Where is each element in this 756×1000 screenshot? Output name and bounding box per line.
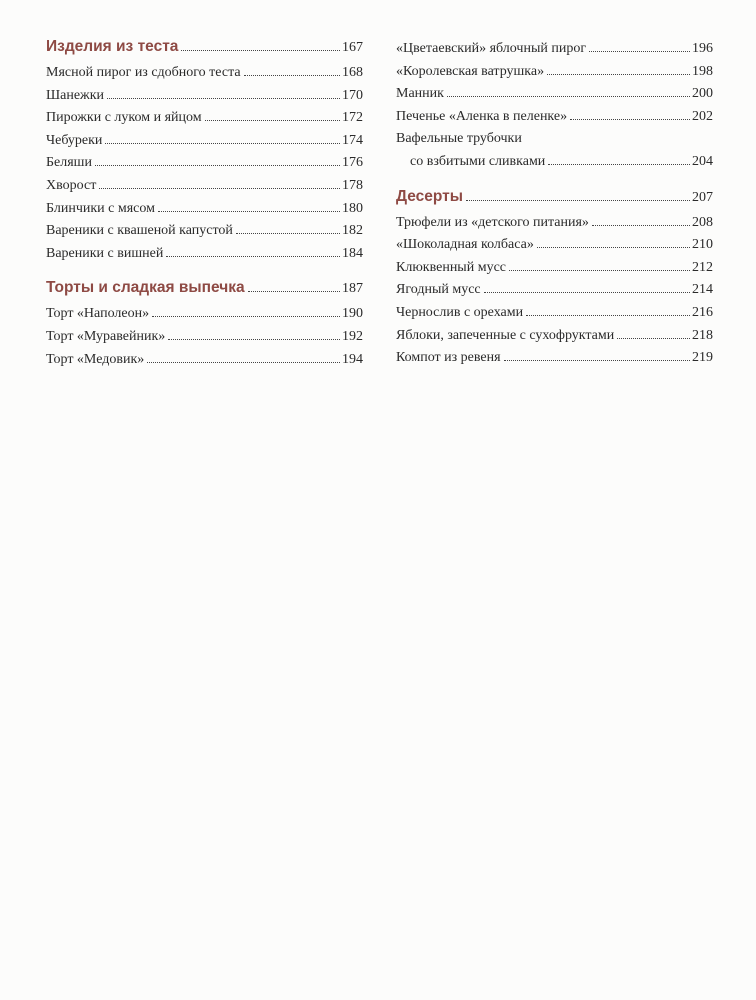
entry-label: Блинчики с мясом: [46, 200, 155, 216]
entry-label-line-1: Вафельные трубочки: [396, 131, 522, 147]
dot-leader: [617, 338, 690, 339]
entry-page-number: 182: [342, 223, 363, 239]
toc-entry[interactable]: [396, 325, 713, 348]
entry-label: Вареники с вишней: [46, 245, 164, 261]
entry-page-number: 170: [342, 87, 363, 103]
dot-leader: [570, 119, 690, 120]
entry-page-number: 219: [692, 350, 713, 366]
toc-entry[interactable]: [396, 61, 713, 84]
dot-leader: [205, 120, 340, 121]
entry-label: Яблоки, запеченные с сухофруктами: [396, 327, 615, 343]
entry-label: Мясной пирог из сдобного теста: [46, 65, 241, 80]
entry-page-number: 210: [692, 237, 713, 253]
dot-leader: [504, 360, 690, 361]
entry-page-number: 190: [342, 306, 363, 322]
dot-leader: [447, 96, 690, 97]
entry-page-number: 178: [342, 177, 363, 193]
toc-entry[interactable]: [396, 257, 713, 280]
dot-leader: [466, 200, 690, 201]
toc-entry[interactable]: [396, 83, 713, 106]
toc-entry[interactable]: [46, 152, 363, 175]
entry-label-line-2: со взбитыми сливками: [410, 153, 546, 169]
entry-label: «Королевская ватрушка»: [396, 63, 545, 79]
entry-label: Вареники с квашеной капустой: [46, 223, 233, 239]
dot-leader: [248, 291, 340, 292]
section-heading[interactable]: [46, 38, 363, 62]
dot-leader: [168, 339, 340, 340]
toc-entry[interactable]: [396, 347, 713, 370]
toc-entry[interactable]: [396, 212, 713, 235]
toc-entry[interactable]: [46, 107, 363, 130]
entry-page-number: 176: [342, 155, 363, 171]
entry-label: Ягодный мусс: [396, 282, 481, 298]
toc-entry[interactable]: [46, 85, 363, 108]
section-title: Изделия из теста: [46, 38, 179, 55]
dot-leader: [526, 315, 690, 316]
dot-leader: [484, 292, 690, 293]
toc-entry[interactable]: [46, 303, 363, 326]
entry-page-number: 180: [342, 200, 363, 216]
entry-page-number: 184: [342, 245, 363, 261]
dot-leader: [147, 362, 340, 363]
toc-entry[interactable]: [396, 106, 713, 129]
toc-entry[interactable]: [46, 130, 363, 153]
entry-label: Торт «Наполеон»: [46, 306, 150, 322]
toc-entry[interactable]: [46, 62, 363, 85]
section-page-number: 207: [692, 189, 713, 205]
toc-entry[interactable]: [46, 220, 363, 243]
entry-page-number: 194: [342, 351, 363, 367]
dot-leader: [592, 225, 690, 226]
toc-entry[interactable]: [46, 349, 363, 372]
contents-right-column: [396, 38, 713, 370]
toc-entry[interactable]: [396, 234, 713, 257]
entry-page-number: 214: [692, 282, 713, 298]
toc-entry[interactable]: [46, 175, 363, 198]
dot-leader: [589, 51, 690, 52]
dot-leader: [181, 50, 340, 51]
dot-leader: [99, 188, 340, 189]
entry-label: «Цветаевский» яблочный пирог: [396, 41, 587, 56]
entry-label: Чернослив с орехами: [396, 304, 524, 320]
entry-page-number: 172: [342, 110, 363, 126]
section-title: Десерты: [396, 187, 463, 205]
entry-label: Торт «Муравейник»: [46, 328, 166, 344]
dot-leader: [509, 270, 690, 271]
toc-entry[interactable]: [46, 198, 363, 221]
entry-label: Трюфели из «детского питания»: [396, 214, 589, 230]
entry-page-number: 216: [692, 304, 713, 320]
entry-label: Компот из ревеня: [396, 350, 501, 366]
entry-label: Пирожки с луком и яйцом: [46, 110, 202, 126]
toc-entry[interactable]: [46, 326, 363, 349]
dot-leader: [105, 143, 340, 144]
entry-page-number: 200: [692, 86, 713, 102]
entry-label: Торт «Медовик»: [46, 351, 145, 367]
dot-leader: [152, 316, 340, 317]
entry-label: Чебуреки: [46, 132, 103, 148]
dot-leader: [236, 233, 340, 234]
toc-entry[interactable]: [396, 38, 713, 61]
dot-leader: [548, 164, 690, 165]
entry-label: «Шоколадная колбаса»: [396, 237, 534, 253]
section-gap: [46, 265, 363, 279]
contents-left-column: [46, 38, 363, 371]
entry-page-number: 198: [692, 63, 713, 79]
entry-page-number: 204: [692, 153, 713, 169]
entry-page-number: 196: [692, 41, 713, 56]
dot-leader: [166, 256, 340, 257]
section-heading[interactable]: [396, 188, 713, 212]
entry-label: Шанежки: [46, 87, 105, 103]
dot-leader: [244, 75, 340, 76]
entry-page-number: 174: [342, 132, 363, 148]
section-title: Торты и сладкая выпечка: [46, 279, 245, 297]
entry-page-number: 192: [342, 328, 363, 344]
section-heading[interactable]: [46, 279, 363, 303]
section-page-number: 187: [342, 281, 363, 297]
dot-leader: [107, 98, 340, 99]
dot-leader: [95, 165, 340, 166]
section-page-number: 167: [342, 40, 363, 55]
toc-entry[interactable]: [396, 279, 713, 302]
dot-leader: [158, 211, 340, 212]
dot-leader: [547, 74, 690, 75]
toc-entry-multiline[interactable]: [396, 128, 713, 173]
entry-page-number: 212: [692, 259, 713, 275]
entry-label: Печенье «Аленка в пеленке»: [396, 108, 568, 124]
entry-label: Беляши: [46, 155, 92, 171]
entry-page-number: 168: [342, 65, 363, 80]
entry-label: Манник: [396, 86, 444, 102]
entry-label: Клюквенный мусс: [396, 259, 506, 275]
section-gap: [396, 174, 713, 188]
entry-page-number: 208: [692, 214, 713, 230]
toc-entry[interactable]: [46, 243, 363, 266]
entry-second-line: [396, 151, 713, 174]
dot-leader: [537, 247, 690, 248]
toc-entry[interactable]: [396, 302, 713, 325]
entry-page-number: 218: [692, 327, 713, 343]
entry-label: Хворост: [46, 177, 97, 193]
entry-page-number: 202: [692, 108, 713, 124]
